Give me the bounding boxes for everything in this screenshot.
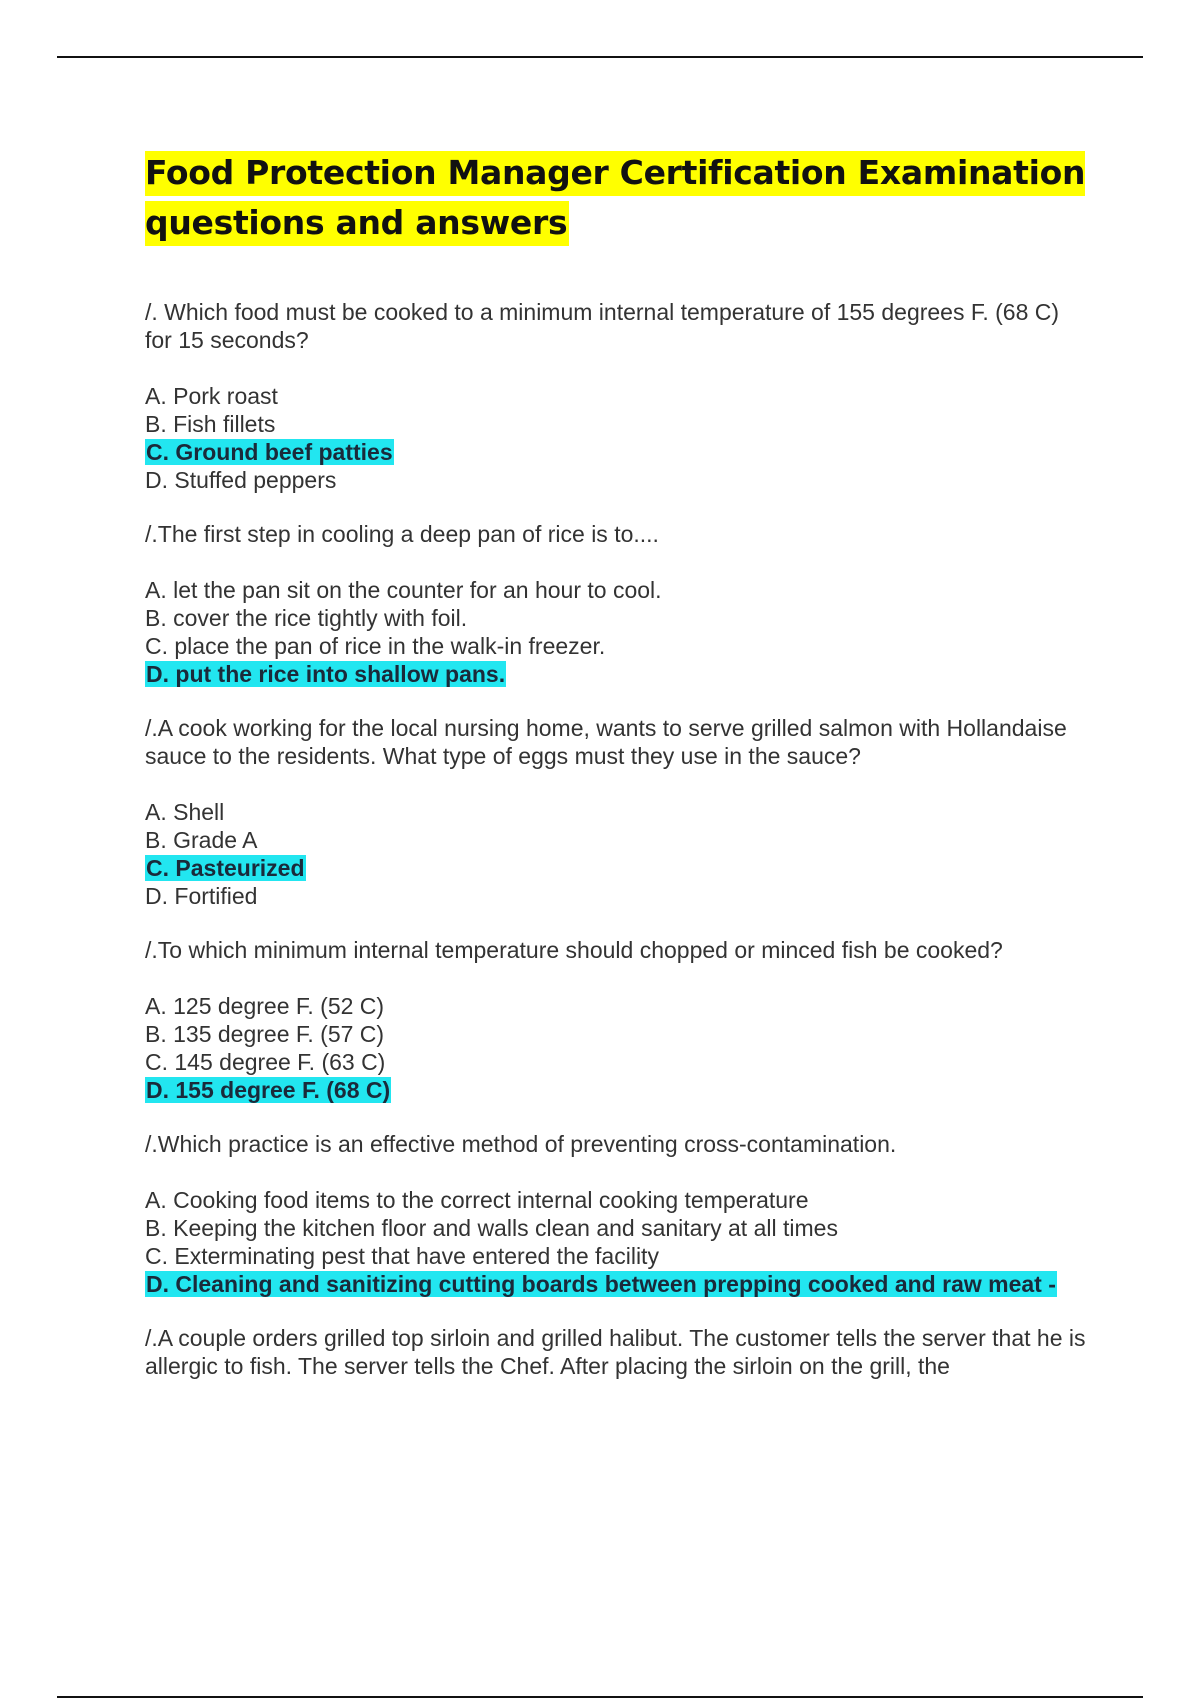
option-d-correct-answer: D. Cleaning and sanitizing cutting boards between prepping cooked and raw meat -: [146, 1271, 1056, 1297]
document-title: [145, 148, 1090, 248]
question-stem: /.The first step in cooling a deep pan of rice is to....: [145, 521, 659, 547]
option-a: A. Shell: [145, 799, 225, 825]
option-b: B. 135 degree F. (57 C): [145, 1021, 385, 1047]
question-stem: /. Which food must be cooked to a minimum internal temperature of 155 degrees F. (68 C) for 15 seconds?: [145, 299, 1060, 353]
option-d-correct-answer: D. put the rice into shallow pans.: [146, 661, 506, 687]
question-stem: /.To which minimum internal temperature should chopped or minced fish be cooked?: [145, 937, 1003, 963]
option-d-correct-answer: D. 155 degree F. (68 C): [146, 1077, 391, 1103]
question-2: [145, 520, 1090, 688]
header-rule: [57, 56, 1143, 58]
question-list: [145, 298, 1090, 1380]
option-c-correct-answer: C. Pasteurized: [146, 855, 305, 881]
option-a: A. Cooking food items to the correct internal cooking temperature: [145, 1187, 809, 1213]
option-b: B. Fish fillets: [145, 411, 276, 437]
option-list: [145, 1186, 1090, 1298]
option-b: B. cover the rice tightly with foil.: [145, 605, 468, 631]
question-5: [145, 1130, 1090, 1298]
footer-rule: [57, 1696, 1143, 1698]
question-6: [145, 1324, 1090, 1380]
question-3: [145, 714, 1090, 910]
option-list: [145, 382, 1090, 494]
option-c: C. place the pan of rice in the walk-in freezer.: [145, 633, 606, 659]
option-c-correct-answer: C. Ground beef patties: [146, 439, 393, 465]
option-c: C. Exterminating pest that have entered the facility: [145, 1243, 659, 1269]
option-a: A. let the pan sit on the counter for an hour to cool.: [145, 577, 662, 603]
option-b: B. Grade A: [145, 827, 258, 853]
option-d: D. Fortified: [145, 883, 258, 909]
option-a: A. Pork roast: [145, 383, 278, 409]
question-stem: /.Which practice is an effective method of preventing cross-contamination.: [145, 1131, 897, 1157]
option-list: [145, 576, 1090, 688]
option-c: C. 145 degree F. (63 C): [145, 1049, 386, 1075]
question-stem: /.A couple orders grilled top sirloin and grilled halibut. The customer tells the server that he is allergic to fish. The server tells the Chef. After placing the sirloin on the grill, the: [145, 1325, 1086, 1379]
option-list: [145, 798, 1090, 910]
document-body: [145, 148, 1090, 1408]
option-d: D. Stuffed peppers: [145, 467, 337, 493]
option-list: [145, 992, 1090, 1104]
option-b: B. Keeping the kitchen floor and walls clean and sanitary at all times: [145, 1215, 838, 1241]
option-a: A. 125 degree F. (52 C): [145, 993, 385, 1019]
title-highlight: Food Protection Manager Certification Examination questions and answers: [145, 151, 1085, 246]
question-stem: /.A cook working for the local nursing home, wants to serve grilled salmon with Hollandaise sauce to the residents. What type of eggs must they use in the sauce?: [145, 715, 1067, 769]
question-4: [145, 936, 1090, 1104]
question-1: [145, 298, 1090, 494]
